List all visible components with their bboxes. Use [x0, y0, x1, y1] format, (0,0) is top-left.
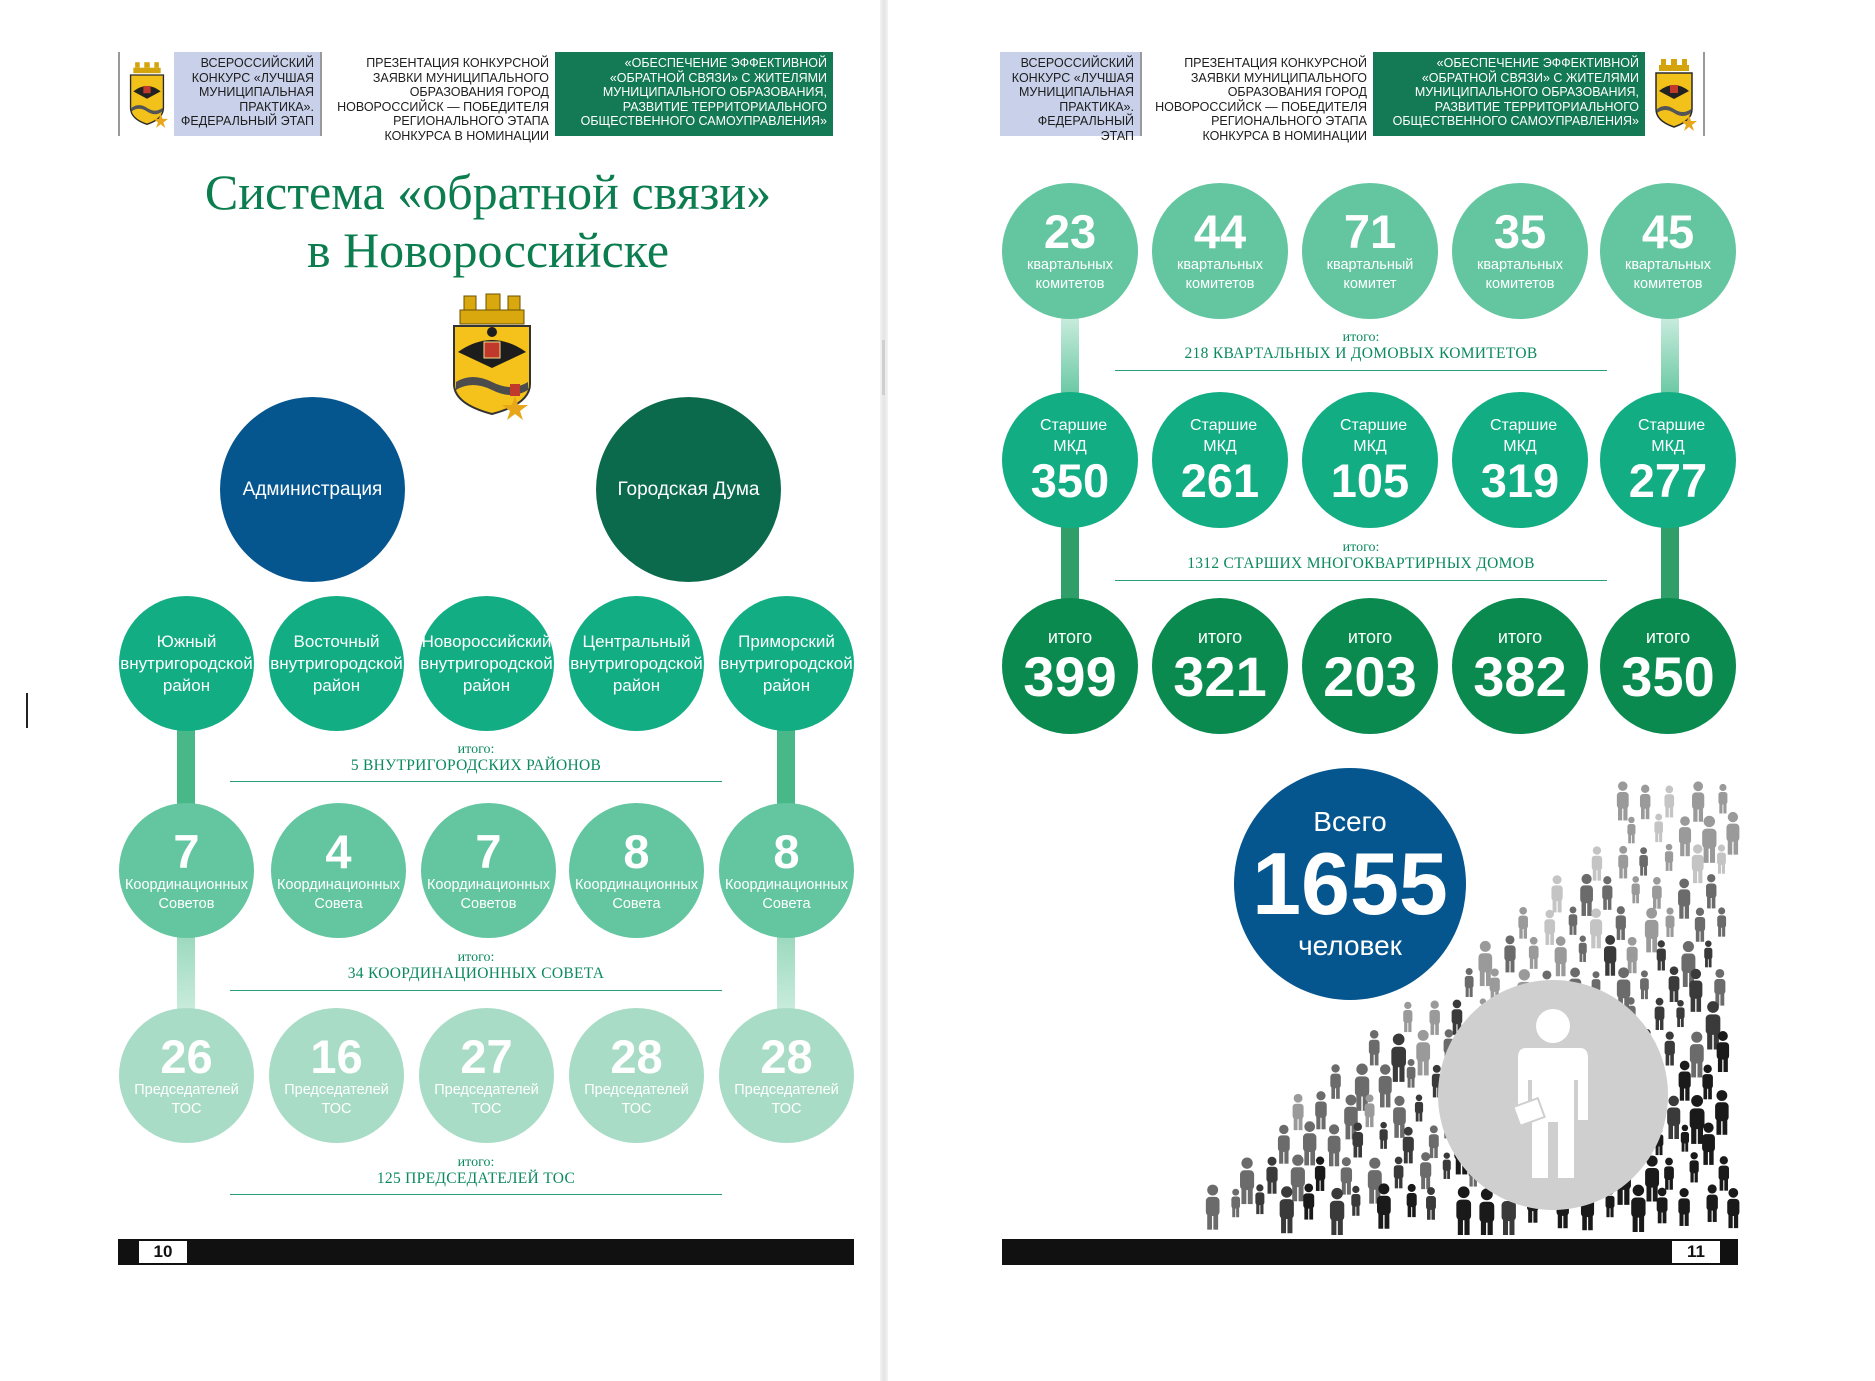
- senior-circle: [1302, 392, 1438, 528]
- committee-count: 35: [1493, 205, 1547, 258]
- crowd-person-icon: [1657, 1188, 1668, 1224]
- tos-circle: [119, 1008, 254, 1143]
- crowd-person-icon: [1678, 1188, 1690, 1226]
- crowd-person-icon: [1255, 1184, 1264, 1214]
- crowd-person-icon: [1706, 1001, 1721, 1049]
- tos-label: Председателей ТОС: [734, 1081, 839, 1117]
- crowd-person-icon: [1669, 966, 1680, 1002]
- footer-bar: [118, 1239, 854, 1265]
- total-caption: итого:: [457, 742, 495, 757]
- city-emblem-icon: [450, 292, 535, 432]
- area-total-count: 203: [1323, 645, 1417, 708]
- crowd-person-icon: [1403, 1127, 1414, 1164]
- page-gutter: [880, 0, 888, 1381]
- committee-circle: [1002, 183, 1138, 319]
- crowd-person-icon: [1394, 1157, 1404, 1189]
- crowd-person-icon: [1727, 1188, 1739, 1228]
- crowd-person-icon: [1715, 1090, 1729, 1135]
- crowd-person-icon: [1504, 935, 1515, 972]
- tos-label: Председателей ТОС: [434, 1081, 539, 1117]
- divider: [1115, 370, 1607, 371]
- tos-circle: [269, 1008, 404, 1143]
- committee-count: 45: [1641, 205, 1695, 258]
- header-nomination: «ОБЕСПЕЧЕНИЕ ЭФФЕКТИВНОЙ «ОБРАТНОЙ СВЯЗИ» С ЖИТЕЛЯМИ МУНИЦИПАЛЬНОГО ОБРАЗОВАНИЯ, РАЗВИТИЕ ТЕРРИТОРИАЛЬНОГО ОБЩЕСТВЕННОГО САМОУПРАВЛЕНИЯ»: [555, 52, 833, 136]
- crowd-person-icon: [1639, 847, 1648, 875]
- tos-count: 28: [760, 1029, 813, 1083]
- council-label: Координационных Советов: [124, 876, 249, 912]
- area-total-label: итого: [1047, 627, 1093, 647]
- senior-count: 261: [1180, 454, 1260, 507]
- title-line-1: Система «обратной связи»: [204, 164, 772, 220]
- crowd-person-icon: [1678, 878, 1690, 918]
- council-circle: [119, 803, 254, 938]
- committee-circle: [1302, 183, 1438, 319]
- crowd-person-icon: [1352, 1122, 1363, 1157]
- crowd-person-icon: [1303, 1121, 1316, 1165]
- senior-label: Старшие МКД: [1190, 417, 1258, 455]
- crowd-person-icon: [1420, 1152, 1431, 1189]
- council-label: Координационных Совета: [724, 876, 849, 912]
- header-contest: ВСЕРОССИЙСКИЙ КОНКУРС «ЛУЧШАЯ МУНИЦИПАЛЬНАЯ ПРАКТИКА». ФЕДЕРАЛЬНЫЙ ЭТАП: [1000, 52, 1140, 136]
- crowd-person-icon: [1664, 786, 1674, 818]
- crowd-person-icon: [1704, 940, 1712, 967]
- grand-total-unit: человек: [1298, 930, 1402, 961]
- total-value: 1312 СТАРШИХ МНОГОКВАРТИРНЫХ ДОМОВ: [1187, 555, 1535, 572]
- crowd-person-icon: [1529, 937, 1539, 969]
- crowd-person-icon: [1604, 935, 1616, 976]
- committees-total: [1115, 330, 1607, 363]
- crowd-person-icon: [1618, 846, 1628, 879]
- council-circle: [719, 803, 854, 938]
- crowd-person-icon: [1465, 968, 1474, 997]
- crowd-person-icon: [1690, 1152, 1699, 1182]
- crowd-person-icon: [1303, 1184, 1314, 1220]
- senior-circle: [1152, 392, 1288, 528]
- crowd-person-icon: [1692, 781, 1704, 821]
- crowd-person-icon: [1518, 907, 1528, 939]
- crowd-person-icon: [1291, 1155, 1305, 1202]
- district-circle: [119, 596, 254, 731]
- crowd-person-icon: [1231, 1189, 1240, 1218]
- crowd-person-icon: [1479, 1188, 1494, 1235]
- area-total-label: итого: [1197, 627, 1243, 647]
- council-label: Координационных Совета: [574, 876, 699, 912]
- district-label: Новороссийский внутригородской район: [420, 631, 553, 695]
- crowd-person-icon: [1665, 844, 1673, 871]
- area-total-label: итого: [1497, 627, 1543, 647]
- title-line-2: в Новороссийске: [306, 222, 670, 278]
- crowd-person-icon: [1665, 1032, 1675, 1066]
- council-count: 8: [773, 824, 800, 878]
- page-number: 10: [139, 1241, 187, 1263]
- connector-line: [1061, 310, 1079, 400]
- crowd-person-icon: [1706, 1184, 1717, 1222]
- crowd-person-icon: [1266, 1157, 1277, 1194]
- tos-circle: [419, 1008, 554, 1143]
- administration-label: Администрация: [242, 478, 383, 500]
- crowd-person-icon: [1315, 1157, 1325, 1191]
- committee-circle: [1152, 183, 1288, 319]
- crowd-person-icon: [1681, 941, 1695, 987]
- header-presentation: ПРЕЗЕНТАЦИЯ КОНКУРСНОЙ ЗАЯВКИ МУНИЦИПАЛЬНОГО ОБРАЗОВАНИЯ ГОРОД НОВОРОССИЙСК — ПОБЕДИТЕЛЯ РЕГИОНАЛЬНОГО ЭТАПА КОНКУРСА В НОМИНАЦИИ: [320, 52, 555, 136]
- crowd-person-icon: [1369, 1030, 1380, 1065]
- tos-count: 26: [160, 1029, 213, 1083]
- area-total-count: 350: [1621, 645, 1715, 708]
- crowd-person-icon: [1664, 1158, 1674, 1190]
- header-presentation: ПРЕЗЕНТАЦИЯ КОНКУРСНОЙ ЗАЯВКИ МУНИЦИПАЛЬНОГО ОБРАЗОВАНИЯ ГОРОД НОВОРОССИЙСК — ПОБЕДИТЕЛЯ РЕГИОНАЛЬНОГО ЭТАПА КОНКУРСА В НОМИНАЦИИ: [1140, 52, 1373, 136]
- tos-total: [230, 1155, 722, 1188]
- crowd-person-icon: [1666, 908, 1675, 937]
- council-count: 7: [475, 824, 502, 878]
- tos-count: 28: [610, 1029, 663, 1083]
- area-total-circle: [1152, 598, 1288, 734]
- divider: [230, 990, 722, 991]
- crowd-person-icon: [1407, 1184, 1417, 1217]
- crowd-person-icon: [1602, 876, 1612, 910]
- crowd-person-icon: [1403, 1002, 1412, 1032]
- council-label: Координационных Советов: [426, 876, 551, 912]
- senior-count: 350: [1030, 454, 1110, 507]
- committee-circle: [1452, 183, 1588, 319]
- connector-line: [1661, 310, 1679, 400]
- tos-count: 16: [310, 1029, 363, 1083]
- council-count: 4: [325, 824, 352, 878]
- council-circle: [421, 803, 556, 938]
- senior-circle: [1452, 392, 1588, 528]
- council-label: Координационных Совета: [276, 876, 401, 912]
- area-total-count: 321: [1173, 645, 1267, 708]
- crowd-person-icon: [1717, 845, 1726, 874]
- districts-total: [230, 742, 722, 775]
- crowd-person-icon: [1330, 1064, 1340, 1099]
- total-value: 5 ВНУТРИГОРОДСКИХ РАЙОНОВ: [350, 757, 602, 774]
- senior-label: Старшие МКД: [1490, 417, 1558, 455]
- crowd-person-icon: [1377, 1183, 1391, 1228]
- total-caption: итого:: [457, 1155, 495, 1170]
- committee-label: квартальный комитет: [1326, 257, 1414, 292]
- crowd-person-icon: [1592, 846, 1602, 880]
- district-circle: [419, 596, 554, 731]
- crowd-person-icon: [1654, 814, 1663, 842]
- committee-count: 44: [1193, 205, 1247, 258]
- crowd-person-icon: [1328, 1124, 1341, 1166]
- crowd-person-icon: [1580, 874, 1593, 916]
- crowd-person-icon: [1690, 1032, 1704, 1078]
- total-value: 34 КООРДИНАЦИОННЫХ СОВЕТА: [347, 965, 605, 982]
- crowd-person-icon: [1206, 1185, 1220, 1230]
- tos-label: Председателей ТОС: [584, 1081, 689, 1117]
- crowd-person-icon: [1690, 1095, 1705, 1144]
- crowd-person-icon: [1416, 1030, 1430, 1076]
- area-total-circle: [1302, 598, 1438, 734]
- crowd-person-icon: [1640, 970, 1649, 999]
- page-left: [0, 0, 880, 1381]
- senior-circle: [1002, 392, 1138, 528]
- crowd-person-icon: [1676, 1000, 1684, 1027]
- crowd-person-icon: [1617, 781, 1629, 820]
- crowd-person-icon: [1702, 816, 1716, 863]
- page-title: [118, 163, 858, 279]
- crowd-person-icon: [1667, 1096, 1680, 1139]
- crowd-person-icon: [1640, 785, 1650, 820]
- crowd-person-icon: [1379, 1064, 1392, 1107]
- crowd-person-icon: [1380, 1122, 1388, 1149]
- header-nomination: «ОБЕСПЕЧЕНИЕ ЭФФЕКТИВНОЙ «ОБРАТНОЙ СВЯЗИ» С ЖИТЕЛЯМИ МУНИЦИПАЛЬНОГО ОБРАЗОВАНИЯ, РАЗВИТИЕ ТЕРРИТОРИАЛЬНОГО ОБЩЕСТВЕННОГО САМОУПРАВЛЕНИЯ»: [1373, 52, 1645, 136]
- crowd-person-icon: [1645, 1155, 1659, 1201]
- crowd-person-icon: [1657, 940, 1666, 970]
- crowd-person-icon: [1717, 907, 1726, 936]
- crowd-person-icon: [1426, 1187, 1436, 1220]
- tos-label: Председателей ТОС: [134, 1081, 239, 1117]
- crowd-person-icon: [1652, 877, 1662, 909]
- senior-circle: [1600, 392, 1736, 528]
- committee-label: квартальных комитетов: [1177, 257, 1263, 292]
- crowd-person-icon: [1706, 874, 1716, 908]
- crowd-person-icon: [1632, 876, 1640, 903]
- crowd-person-icon: [1719, 1156, 1729, 1190]
- council-count: 8: [623, 824, 650, 878]
- connector-line: [1661, 515, 1679, 610]
- crowd-person-icon: [1429, 1125, 1439, 1158]
- grand-total-count: 1655: [1252, 834, 1448, 933]
- district-label: Восточный внутригородской район: [270, 631, 403, 695]
- gutter-mark: [882, 340, 885, 395]
- senior-label: Старшие МКД: [1040, 417, 1108, 455]
- crowd-person-icon: [1315, 1091, 1327, 1129]
- page-number: 11: [1672, 1241, 1720, 1263]
- area-total-count: 399: [1023, 645, 1117, 708]
- total-caption: итого:: [1342, 540, 1380, 555]
- crowd-person-icon: [1679, 816, 1691, 856]
- crowd-person-icon: [1645, 908, 1659, 953]
- councils-total: [230, 950, 722, 983]
- area-total-circle: [1452, 598, 1588, 734]
- seniors-total: [1115, 540, 1607, 573]
- council-circle: [271, 803, 406, 938]
- crowd-person-icon: [1293, 1094, 1304, 1130]
- district-circle: [569, 596, 704, 731]
- district-circle: [719, 596, 854, 731]
- council-count: 7: [173, 824, 200, 878]
- tos-count: 27: [460, 1029, 513, 1083]
- crowd-person-icon: [1590, 908, 1602, 948]
- crowd-person-icon: [1627, 937, 1638, 973]
- committee-label: квартальных комитетов: [1027, 257, 1113, 292]
- area-total-circle: [1600, 598, 1736, 734]
- crowd-person-icon: [1429, 1001, 1439, 1035]
- district-label: Южный внутригородской район: [120, 631, 253, 695]
- crowd-person-icon: [1689, 969, 1702, 1012]
- crowd-person-icon: [1655, 998, 1665, 1030]
- coat-of-arms-icon: [1645, 52, 1705, 136]
- committee-count: 23: [1043, 205, 1097, 258]
- crowd-person-icon: [1407, 1059, 1416, 1088]
- council-circle: [569, 803, 704, 938]
- area-total-count: 382: [1473, 645, 1567, 708]
- grand-total-caption: Всего: [1313, 806, 1387, 837]
- senior-count: 277: [1628, 454, 1708, 507]
- crowd-person-icon: [1702, 1123, 1715, 1165]
- crowd-person-icon: [1631, 1185, 1645, 1232]
- crowd-person-icon: [1714, 969, 1725, 1006]
- connector-line: [1061, 515, 1079, 610]
- header-strip: [1000, 52, 1705, 143]
- crowd-person-icon: [1555, 936, 1567, 976]
- total-caption: итого:: [1342, 330, 1380, 345]
- tos-label: Председателей ТОС: [284, 1081, 389, 1117]
- tos-circle: [569, 1008, 704, 1143]
- crowd-person-icon: [1330, 1188, 1344, 1235]
- duma-circle: [596, 397, 781, 582]
- committee-circle: [1600, 183, 1736, 319]
- crowd-person-icon: [1569, 906, 1578, 934]
- area-total-label: итого: [1645, 627, 1691, 647]
- crowd-person-icon: [1551, 875, 1562, 912]
- district-label: Приморский внутригородской район: [720, 631, 853, 695]
- district-label: Центральный внутригородской район: [570, 631, 703, 695]
- committee-label: квартальных комитетов: [1625, 257, 1711, 292]
- administration-circle: [220, 397, 405, 582]
- senior-label: Старшие МКД: [1340, 417, 1408, 455]
- committee-count: 71: [1343, 205, 1397, 258]
- crowd-person-icon: [1692, 844, 1704, 883]
- crowd-person-icon: [1278, 1125, 1290, 1164]
- crowd-person-icon: [1627, 817, 1635, 844]
- total-value: 218 КВАРТАЛЬНЫХ И ДОМОВЫХ КОМИТЕТОВ: [1184, 345, 1538, 362]
- divider: [1115, 580, 1607, 581]
- total-value: 125 ПРЕДСЕДАТЕЛЕЙ ТОС: [376, 1170, 576, 1187]
- crowd-person-icon: [1616, 906, 1626, 940]
- committee-label: квартальных комитетов: [1477, 257, 1563, 292]
- crowd-person-icon: [1544, 910, 1555, 945]
- crowd-person-icon: [1702, 1065, 1712, 1100]
- crowd-person-icon: [1280, 1186, 1294, 1233]
- senior-label: Старшие МКД: [1638, 417, 1706, 455]
- total-caption: итого:: [457, 950, 495, 965]
- crowd-person-icon: [1726, 812, 1739, 855]
- header-strip: [118, 52, 833, 143]
- divider: [230, 1194, 722, 1195]
- divider: [230, 781, 722, 782]
- crowd-person-icon: [1456, 1186, 1471, 1235]
- page-right: [888, 0, 1875, 1381]
- crowd-person-icon: [1718, 784, 1727, 814]
- crowd-person-icon: [1391, 1034, 1406, 1082]
- area-total-circle: [1002, 598, 1138, 734]
- district-circle: [269, 596, 404, 731]
- crowd-person-icon: [1681, 1125, 1689, 1152]
- header-contest: ВСЕРОССИЙСКИЙ КОНКУРС «ЛУЧШАЯ МУНИЦИПАЛЬНАЯ ПРАКТИКА». ФЕДЕРАЛЬНЫЙ ЭТАП: [174, 52, 320, 136]
- crowd-person-icon: [1579, 936, 1587, 962]
- senior-count: 319: [1480, 454, 1560, 507]
- grand-total-circle: [1234, 768, 1466, 1000]
- crowd-person-icon: [1717, 1031, 1729, 1072]
- coat-of-arms-icon: [118, 52, 174, 136]
- crowd-person-icon: [1415, 1095, 1423, 1122]
- footer-bar: [1002, 1239, 1738, 1265]
- duma-label: Городская Дума: [617, 478, 760, 500]
- area-total-label: итого: [1347, 627, 1393, 647]
- crowd-person-icon: [1695, 908, 1705, 942]
- crowd-person-icon: [1240, 1158, 1254, 1205]
- senior-count: 105: [1330, 454, 1410, 507]
- crowd-person-icon: [1341, 1157, 1352, 1194]
- crowd-person-icon: [1365, 1094, 1375, 1127]
- tos-circle: [719, 1008, 854, 1143]
- crowd-person-icon: [1679, 1061, 1691, 1101]
- crowd-person-icon: [1443, 1152, 1451, 1179]
- crowd-person-icon: [1351, 1186, 1360, 1216]
